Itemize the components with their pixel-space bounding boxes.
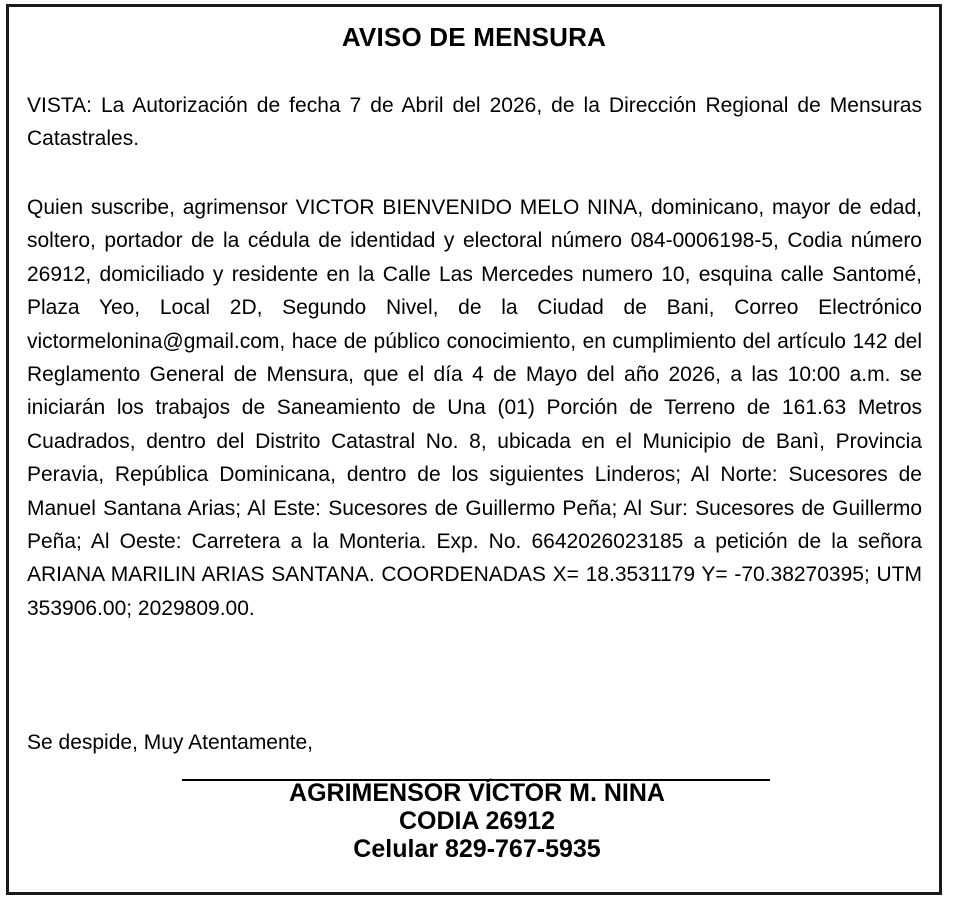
closing-line: Se despide, Muy Atentamente, bbox=[27, 731, 314, 754]
signature-name: AGRIMENSOR VÍCTOR M. NINA bbox=[289, 779, 665, 807]
signature-block bbox=[9, 779, 945, 863]
paragraph-body: Quien suscribe, agrimensor VICTOR BIENVENIDO MELO NINA, dominicano, mayor de edad, soltero, portador de la cédula de identidad y electoral número 084-0006198-5, Codia número 26912, domiciliado y residente en la Calle Las Mercedes numero 10, esquina calle Santomé, Plaza Yeo, Local 2D, Segundo Nivel, de la Ciudad de Bani, Correo Electrónico victormelonina@gmail.com, hace de público conocimiento, en cumplimiento del artículo 142 del Reglamento General de Mensura, que el día 4 de Mayo del año 2026, a las 10:00 a.m. se iniciarán los trabajos de Saneamiento de Una (01) Porción de Terreno de 161.63 Metros Cuadrados, dentro del Distrito Catastral No. 8, ubicada en el Municipio de Banì, Provincia Peravia, República Dominicana, dentro de los siguientes Linderos; Al Norte: Sucesores de Manuel Santana Arias; Al Este: Sucesores de Guillermo Peña; Al Sur: Sucesores de Guillermo Peña; Al Oeste: Carretera a la Monteria. Exp. No. 6642026023185 a petición de la señora ARIANA MARILIN ARIAS SANTANA. COORDENADAS X= 18.3531179 Y= -70.38270395; UTM 353906.00; 2029809.00. bbox=[27, 196, 922, 620]
notice-frame bbox=[6, 4, 942, 895]
notice-title: AVISO DE MENSURA bbox=[341, 22, 607, 52]
paragraph-vista: VISTA: La Autorización de fecha 7 de Abril del 2026, de la Dirección Regional de Mensuras Catastrales. bbox=[27, 94, 922, 151]
signature-phone: Celular 829-767-5935 bbox=[353, 835, 601, 863]
signature-codia: CODIA 26912 bbox=[398, 807, 556, 835]
